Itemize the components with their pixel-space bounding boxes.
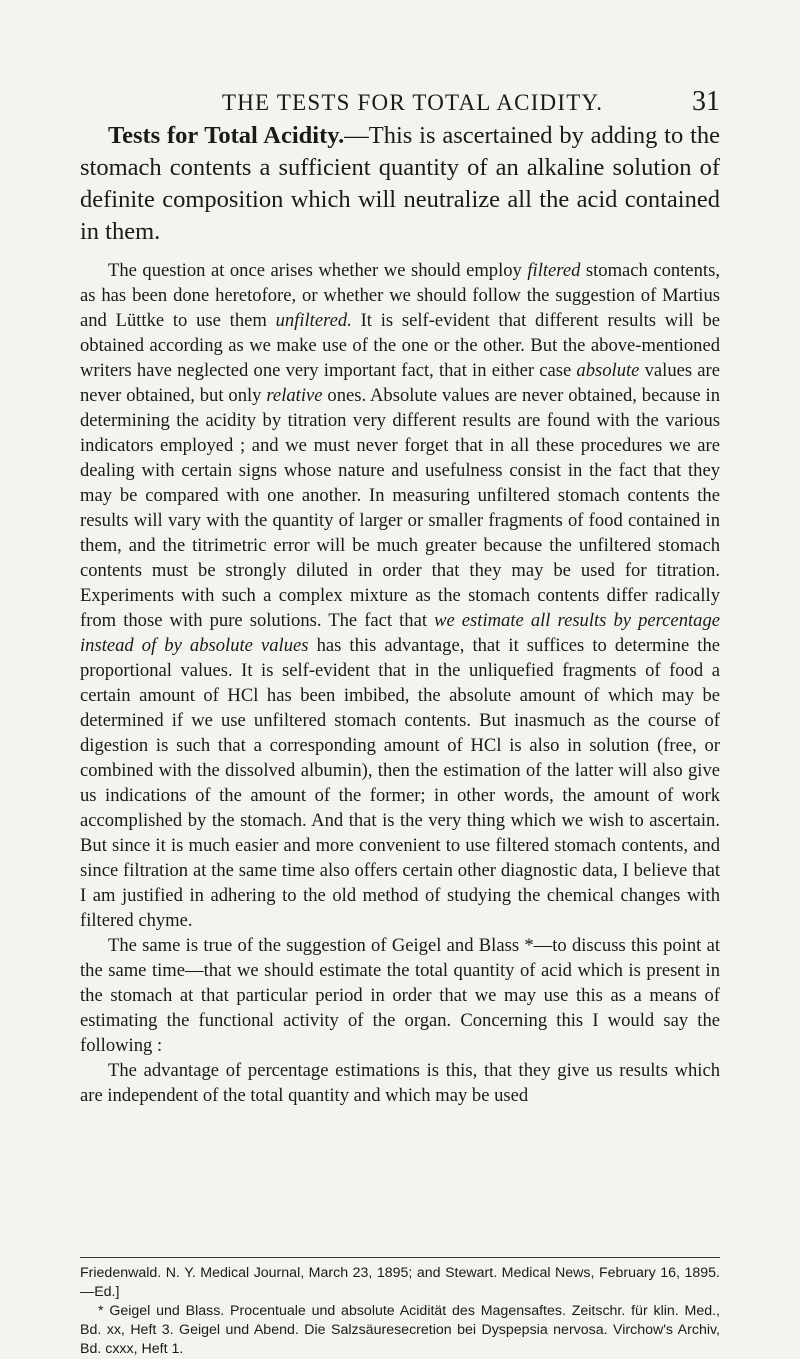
body-text: [80, 120, 720, 1108]
paragraph: [80, 933, 720, 1058]
footnote-rule: [80, 1257, 720, 1258]
text-segment: stomach contents, as has been done heretofore, or whether we should follow the suggestion of Martius and Lüttke to use them: [80, 260, 720, 331]
italic-phrase: unfiltered.: [275, 310, 352, 331]
text-segment: has this advantage, that it suffices to determine the proportional values. It is self-evident that in the unliquefied fragments of food a certain amount of HCl has been imbibed, the absolute amount of which may be determined if we use unfiltered stomach contents. But inasmuch as the course of digestion is such that a corresponding amount of HCl is also in solution (free, or combined with the dissolved albumin), then the estimation of the latter will also give us indications of the amount of the former; in other words, the amount of work accomplished by the stomach. And that is the very thing which we wish to ascertain. But since it is much easier and more convenient to use filtered stomach contents, and since filtration at the same time also offers certain other diagnostic data, I believe that I am justified in adhering to the old method of studying the chemical changes with filtered chyme.: [80, 635, 721, 931]
italic-phrase: we estimate all results by percentage instead of by absolute values: [80, 610, 720, 656]
footnotes: [80, 1264, 720, 1359]
footnote-star: * Geigel und Blass. Procentuale und absolute Acidität des Magensaftes. Zeitschr. für klin. Med., Bd. xx, Heft 3. Geigel und Abend. Die Salzsäuresecretion bei Dyspepsia nervosa. Virchow's Archiv, Bd. cxxx, Heft 1.: [80, 1303, 720, 1357]
text-segment: ones. Absolute values are never obtained, because in determining the acidity by titration very different results are found with the various indicators employed ; and we must never forget that in all these procedures we are dealing with certain signs whose nature and usefulness consist in the fact that they may be compared with one another. In measuring unfiltered stomach contents the results will vary with the quantity of larger or smaller fragments of food contained in them, and the titrimetric error will be much greater because the unfiltered stomach contents must be strongly diluted in order that they may be used for titration. Experiments with such a complex mixture as the stomach contents differ radically from those with pure solutions. The fact that: [80, 385, 721, 631]
italic-phrase: filtered: [527, 260, 581, 281]
italic-phrase: absolute: [576, 360, 640, 381]
section-heading: Tests for Total Acidity.: [108, 122, 345, 149]
text-segment: The same is true of the suggestion of Geigel and Blass *—to discuss this point at the same time—that we should estimate the total quantity of acid which is present in the stomach at that particular period in order that we may use this as a means of estimating the functional activity of the organ. Concerning this I would say the following :: [80, 935, 720, 1056]
lead-text: —This is ascertained by adding to the stomach contents a sufficient quantity of an alkaline solution of definite composition which will neutralize all the acid contained in them.: [80, 122, 720, 245]
running-title: THE TESTS FOR TOTAL ACIDITY.: [222, 90, 604, 115]
page-number: 31: [692, 86, 720, 117]
lead-paragraph: [80, 120, 720, 248]
paragraph: [80, 1058, 720, 1108]
text-segment: values are never obtained, but only: [80, 360, 720, 406]
text-segment: The question at once arises whether we should employ: [108, 260, 528, 281]
page-header: [222, 86, 720, 118]
footnote-continued: Friedenwald. N. Y. Medical Journal, March 23, 1895; and Stewart. Medical News, February 16, 1895.—Ed.]: [80, 1265, 720, 1300]
italic-phrase: relative: [266, 385, 323, 406]
text-segment: The advantage of percentage estimations is this, that they give us results which are independent of the total quantity and which may be used: [80, 1060, 720, 1106]
paragraph: [80, 258, 720, 933]
text-segment: It is self-evident that different results will be obtained according as we make use of the one or the other. But the above-mentioned writers have neglected one very important fact, that in either case: [80, 310, 720, 381]
